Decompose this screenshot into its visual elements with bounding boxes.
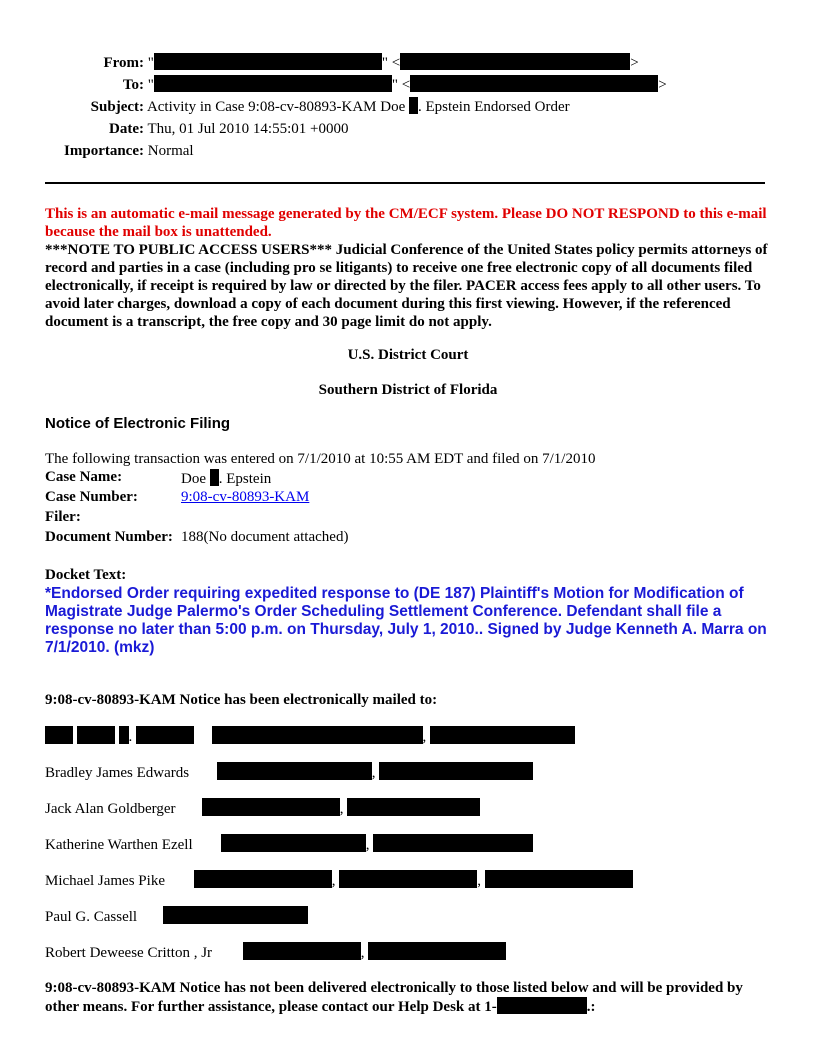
recipient-comma: , xyxy=(371,765,376,781)
to-row xyxy=(40,74,667,96)
recipient-comma: , xyxy=(477,873,481,889)
recipient-row xyxy=(45,906,308,926)
redaction-block xyxy=(410,75,658,92)
recipient-row xyxy=(45,762,533,782)
recipient-row xyxy=(45,726,575,746)
recipient-row xyxy=(45,834,533,854)
docket-text: *Endorsed Order requiring expedited response to (DE 187) Plaintiff's Motion for Modification of Magistrate Judge Palermo's Order Scheduling Settlement Conference. Defendant shall file a response no later than 5:00 p.m. on Thursday, July 1, 2010.. Signed by Judge Kenneth A. Marra on 7/1/2010. (mkz) xyxy=(45,585,767,656)
case-info-table xyxy=(45,469,350,549)
redaction-block xyxy=(497,997,587,1014)
date-value: Thu, 01 Jul 2010 14:55:01 +0000 xyxy=(147,121,349,137)
email-header xyxy=(40,52,667,162)
case-name-b: . Epstein xyxy=(218,471,272,487)
case-name-row xyxy=(45,469,350,489)
recipient-name: Michael James Pike xyxy=(45,873,165,889)
header-divider xyxy=(45,182,765,184)
redaction-block xyxy=(373,834,533,852)
redaction-block xyxy=(379,762,533,780)
recipient-comma: , xyxy=(422,729,427,745)
document-number-label: Document Number: xyxy=(45,529,173,545)
redaction-block xyxy=(136,726,194,744)
recipient-comma: , xyxy=(331,873,336,889)
redaction-block xyxy=(339,870,477,888)
redaction-block xyxy=(119,726,129,744)
redaction-block xyxy=(243,942,361,960)
redaction-block xyxy=(347,798,480,816)
mailed-heading: 9:08-cv-80893-KAM Notice has been electronically mailed to: xyxy=(45,692,438,708)
case-number-label: Case Number: xyxy=(45,489,138,505)
recipient-name: Jack Alan Goldberger xyxy=(45,801,176,817)
redaction-block xyxy=(212,726,423,744)
court-district: Southern District of Florida xyxy=(318,382,498,398)
court-name: U.S. District Court xyxy=(347,347,469,363)
recipient-dot: . xyxy=(128,729,133,745)
nef-title: Notice of Electronic Filing xyxy=(45,415,231,432)
to-label: To: xyxy=(122,77,144,93)
document-number-value: 188(No document attached) xyxy=(181,529,349,545)
subject-value-end: . Epstein Endorsed Order xyxy=(417,99,570,115)
redaction-block xyxy=(163,906,308,924)
case-number-row xyxy=(45,489,350,509)
document-number-row xyxy=(45,529,350,549)
importance-label: Importance: xyxy=(64,143,144,159)
redaction-block xyxy=(368,942,506,960)
redaction-block xyxy=(202,798,340,816)
filer-value xyxy=(181,509,350,529)
not-delivered-notice xyxy=(45,979,775,1016)
to-end: > xyxy=(658,77,667,93)
date-label: Date: xyxy=(109,121,144,137)
recipient-name: Robert Deweese Critton , Jr xyxy=(45,945,213,961)
not-delivered-end: .: xyxy=(586,999,596,1015)
filer-row xyxy=(45,509,350,529)
case-number-link[interactable]: 9:08-cv-80893-KAM xyxy=(181,489,310,505)
to-quote-close: " < xyxy=(391,77,411,93)
recipient-row xyxy=(45,870,633,890)
redaction-block xyxy=(194,870,332,888)
docket-text-label: Docket Text: xyxy=(45,567,127,583)
recipient-name: Bradley James Edwards xyxy=(45,765,190,781)
to-quote-open: " xyxy=(147,77,154,93)
auto-email-warning: This is an automatic e-mail message generated by the CM/ECF system. Please DO NOT RESPOND to this e-mail because the mail box is unattended. xyxy=(45,206,767,240)
public-access-note: ***NOTE TO PUBLIC ACCESS USERS*** Judicial Conference of the United States policy permits attorneys of record and parties in a case (including pro se litigants) to receive one free electronic copy of all documents filed electronically, if receipt is required by law or directed by the filer. PACER access fees apply to all other users. To avoid later charges, download a copy of each document during this first viewing. However, if the referenced document is a transcript, the free copy and 30 page limit do not apply. xyxy=(45,242,768,330)
redaction-block xyxy=(409,97,418,114)
recipient-comma: , xyxy=(360,945,365,961)
redaction-block xyxy=(400,53,630,70)
redaction-block xyxy=(217,762,372,780)
redaction-block xyxy=(154,53,382,70)
recipient-name: Paul G. Cassell xyxy=(45,909,138,925)
case-name-a: Doe xyxy=(181,471,206,487)
importance-row xyxy=(40,140,667,162)
redaction-block xyxy=(221,834,366,852)
redaction-block xyxy=(430,726,575,744)
recipient-row xyxy=(45,798,480,818)
redaction-block xyxy=(77,726,115,744)
from-end: > xyxy=(630,55,639,71)
filer-label: Filer: xyxy=(45,509,81,525)
redaction-block xyxy=(485,870,633,888)
redaction-block xyxy=(154,75,392,92)
case-name-value xyxy=(181,469,350,489)
redaction-block xyxy=(45,726,73,744)
recipient-name: Katherine Warthen Ezell xyxy=(45,837,193,853)
recipient-comma: , xyxy=(339,801,344,817)
redaction-block xyxy=(210,469,219,486)
from-row xyxy=(40,52,667,74)
from-label: From: xyxy=(103,55,144,71)
subject-value: Activity in Case 9:08-cv-80893-KAM Doe xyxy=(146,99,406,115)
date-row xyxy=(40,118,667,140)
from-quote-open: " xyxy=(147,55,154,71)
subject-row xyxy=(40,96,667,118)
importance-value: Normal xyxy=(147,143,194,159)
recipient-comma: , xyxy=(365,837,370,853)
case-name-label: Case Name: xyxy=(45,469,123,485)
subject-label: Subject: xyxy=(90,99,144,115)
from-quote-close: " < xyxy=(381,55,401,71)
not-delivered-text: 9:08-cv-80893-KAM Notice has not been delivered electronically to those listed below and will be provided by other means. For further assistance, please contact our Help Desk at 1- xyxy=(45,980,743,1015)
recipient-row xyxy=(45,942,506,962)
transaction-text: The following transaction was entered on 7/1/2010 at 10:55 AM EDT and filed on 7/1/2010 xyxy=(45,451,596,467)
